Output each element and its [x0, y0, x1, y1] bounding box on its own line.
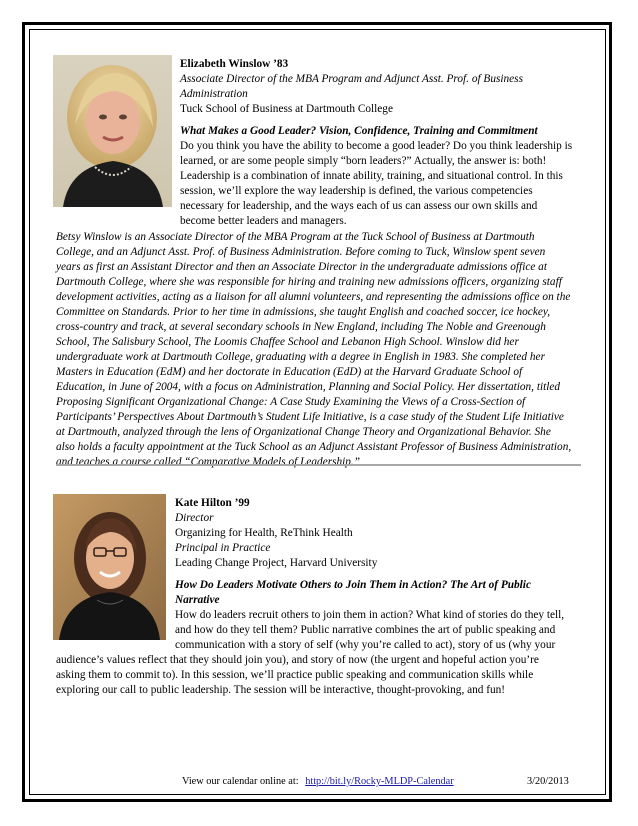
bio-line: School, The Salisbury School, The Loomis Chaffee School and Lebanon High School. Winslow did her [56, 336, 519, 348]
bio-line: and teaches a course called “Comparative Models of Leadership.” [56, 456, 361, 468]
speaker2-name: Kate Hilton ’99 [175, 497, 250, 509]
bio-line: development activities, acting as a liaison for all alumni volunteers, and representing the admissions office on the [56, 291, 571, 303]
footer-date: 3/20/2013 [527, 776, 569, 787]
bio-line: Education, in June of 2004, with a focus on Administration, Planning and Social Policy. Her dissertation, titled [56, 381, 561, 393]
footer-calendar-text: View our calendar online at: [182, 776, 299, 787]
abstract-line: session, we’ll explore the way leadership is defined, the various competencies [180, 185, 533, 197]
speaker1-photo [53, 55, 172, 207]
abstract-line: and how do they tell them? Public narrative combines the art of public speaking and [175, 624, 556, 636]
abstract-line: Leadership is a combination of innate ability, training, and situational control. In this [180, 170, 563, 182]
speaker1-title-line: Administration [180, 88, 248, 100]
abstract-line: necessary for leadership, and the ways each of us can assess our own skills and [180, 200, 538, 212]
speaker2-organization: Organizing for Health, ReThink Health [175, 527, 353, 539]
bio-line: years as first an Assistant Director and then an Associate Director in the undergraduate admissions office at [56, 261, 547, 273]
speaker2-role: Principal in Practice [175, 542, 271, 554]
speaker1-title-line: Associate Director of the MBA Program and Adjunct Asst. Prof. of Business [180, 73, 523, 85]
bio-line: also holds a faculty appointment at the Tuck School as an Adjunct Assistant Professor of Business Administration, [56, 441, 572, 453]
abstract-line: communication with a story of self (why you’re called to act), story of us (why your [175, 639, 556, 651]
abstract-line: audience’s values reflect that they should join you), and story of now (the urgent and hopeful action you’re [56, 654, 539, 666]
speaker1-name: Elizabeth Winslow ’83 [180, 58, 289, 70]
speaker2-organization: Leading Change Project, Harvard University [175, 557, 378, 569]
bio-line: Committee on Standards. Prior to her time in admissions, she taught English and coached soccer, ice hockey, [56, 306, 551, 318]
bio-line: undergraduate work at Dartmouth College, graduating with a degree in English in 1983. She completed her [56, 351, 545, 363]
speaker1-organization: Tuck School of Business at Dartmouth College [180, 103, 393, 115]
bio-line: Betsy Winslow is an Associate Director of the MBA Program at the Tuck School of Business at Dartmouth [56, 231, 535, 243]
section-divider [56, 464, 581, 466]
abstract-line: become better leaders and managers. [180, 215, 347, 227]
speaker2-photo [53, 494, 166, 640]
abstract-line: exploring our call to public leadership. The session will be interactive, thought-provoking, and fun! [56, 684, 506, 696]
bio-line: Participants’ Perspectives About Dartmouth’s Student Life Initiative, is a case study of the Student Life Initiative [56, 411, 564, 423]
abstract-line: Do you think you have the ability to become a good leader? Do you think leadership is [180, 140, 573, 152]
abstract-line: asking them to commit to). In this session, we’ll practice public speaking and communication skills while [56, 669, 534, 681]
bio-line: at Dartmouth, analyzed through the lens of Organizational Change Theory and Organizational Behavior. She [56, 426, 551, 438]
bio-line: Dartmouth College, where she was responsible for hiring and training new admissions officers, organizing staff [56, 276, 562, 288]
abstract-line: How do leaders recruit others to join them in action? What kind of stories do they tell, [175, 609, 565, 621]
footer [182, 775, 454, 789]
speaker2-role: Director [175, 512, 214, 524]
speaker2-session-title: Narrative [175, 594, 220, 606]
bio-line: Proposing Significant Organizational Change: A Case Study Examining the Views of a Cross-Section of [56, 396, 526, 408]
speaker1-session-title: What Makes a Good Leader? Vision, Confidence, Training and Commitment [180, 125, 538, 137]
calendar-link[interactable]: http://bit.ly/Rocky-MLDP-Calendar [305, 776, 454, 787]
bio-line: Masters in Education (EdM) and her doctorate in Education (EdD) at the Harvard Graduate School of [56, 366, 523, 378]
bio-line: cross-country and track, at several secondary schools in New England, including The Noble and Greenough [56, 321, 546, 333]
abstract-line: learned, or are some people simply “born leaders?” Actually, the answer is: both! [180, 155, 547, 167]
speaker2-session-title: How Do Leaders Motivate Others to Join Them in Action? The Art of Public [175, 579, 531, 591]
bio-line: College, and an Adjunct Asst. Prof. of Business Administration. Before coming to Tuck, Winslow spent seven [56, 246, 546, 258]
